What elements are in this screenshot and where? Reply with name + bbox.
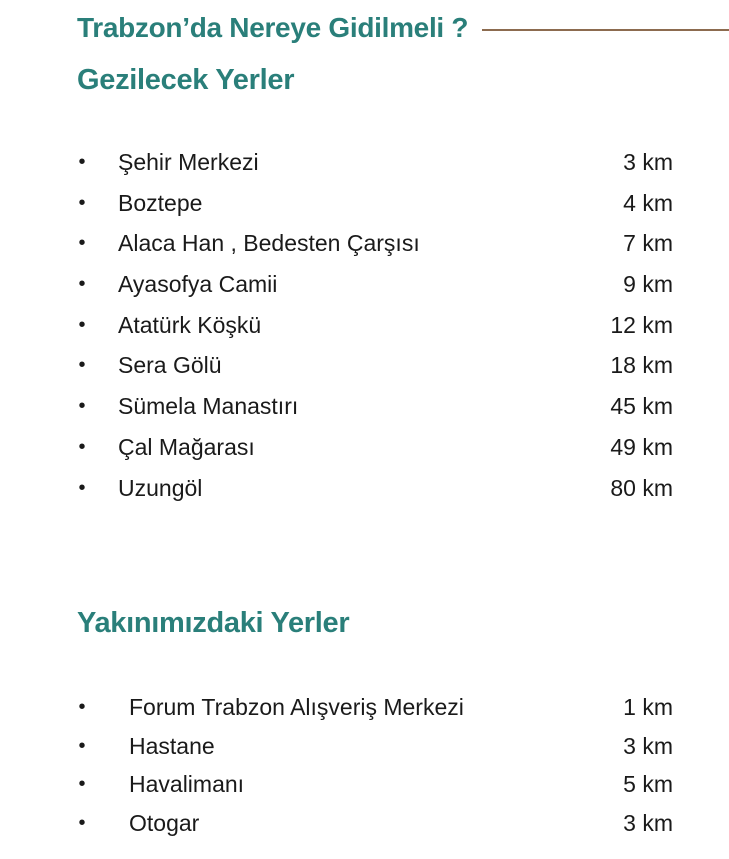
list-item <box>77 386 673 427</box>
list-item <box>77 727 673 766</box>
bullet: • <box>78 313 86 336</box>
nearby-list <box>77 688 673 842</box>
place-name: Otogar <box>129 809 200 836</box>
title-divider <box>482 29 729 31</box>
bullet: • <box>78 476 86 499</box>
place-name: Sümela Manastırı <box>118 393 299 420</box>
list-item <box>77 468 673 509</box>
list-item <box>77 688 673 727</box>
bullet: • <box>78 395 86 418</box>
list-item <box>77 765 673 804</box>
bullet: • <box>78 191 86 214</box>
list-item <box>77 427 673 468</box>
place-distance: 18 km <box>610 352 673 379</box>
list-item <box>77 183 673 224</box>
section-heading-nearby: Yakınımızdaki Yerler <box>77 607 350 639</box>
list-item <box>77 223 673 264</box>
bullet: • <box>78 773 86 795</box>
place-name: Hastane <box>129 732 215 759</box>
list-item <box>77 305 673 346</box>
bullet: • <box>78 696 86 718</box>
place-name: Atatürk Köşkü <box>118 311 262 338</box>
place-name: Boztepe <box>118 189 203 216</box>
bullet: • <box>78 734 86 757</box>
page-title: Trabzon’da Nereye Gidilmeli ? <box>77 12 469 43</box>
place-distance: 12 km <box>610 311 673 338</box>
bullet: • <box>78 151 86 173</box>
place-name: Havalimanı <box>129 771 245 797</box>
place-name: Şehir Merkezi <box>118 149 259 175</box>
list-item <box>77 804 673 843</box>
list-item <box>77 345 673 386</box>
place-distance: 3 km <box>623 732 673 759</box>
place-distance: 45 km <box>610 393 673 420</box>
list-item <box>77 142 673 183</box>
place-distance: 3 km <box>623 809 673 836</box>
sights-list <box>77 142 673 508</box>
place-distance: 1 km <box>623 694 673 720</box>
place-distance: 49 km <box>610 433 673 460</box>
place-distance: 5 km <box>623 771 673 797</box>
list-item <box>77 264 673 305</box>
place-distance: 80 km <box>610 474 673 501</box>
bullet: • <box>78 232 86 255</box>
place-name: Alaca Han , Bedesten Çarşısı <box>118 230 420 257</box>
place-name: Uzungöl <box>118 474 203 501</box>
bullet: • <box>78 273 86 296</box>
place-distance: 7 km <box>623 230 673 257</box>
place-distance: 9 km <box>623 271 673 298</box>
bullet: • <box>78 354 86 377</box>
bullet: • <box>78 811 86 834</box>
section-heading-sights: Gezilecek Yerler <box>77 64 295 96</box>
main-title-row <box>77 8 729 48</box>
place-distance: 3 km <box>623 149 673 175</box>
place-name: Çal Mağarası <box>118 433 255 460</box>
bullet: • <box>78 435 86 458</box>
place-distance: 4 km <box>623 189 673 216</box>
place-name: Ayasofya Camii <box>118 271 278 298</box>
place-name: Forum Trabzon Alışveriş Merkezi <box>129 694 464 720</box>
place-name: Sera Gölü <box>118 352 222 379</box>
